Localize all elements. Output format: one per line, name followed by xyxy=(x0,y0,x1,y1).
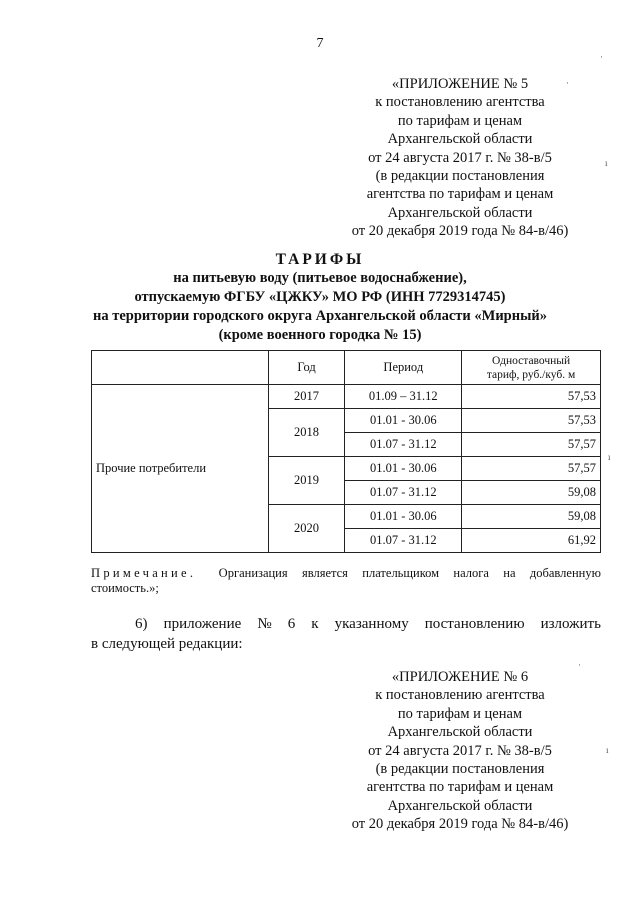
header-consumer xyxy=(92,351,269,385)
appendix-6-line: от 20 декабря 2019 года № 84-в/46) xyxy=(351,816,569,833)
note-line-2: стоимость.»; xyxy=(91,581,159,595)
appendix-5-line: от 24 августа 2017 г. № 38-в/5 xyxy=(368,149,552,166)
title-line: (кроме военного городка № 15) xyxy=(218,327,422,343)
appendix-6-line: по тарифам и ценам xyxy=(397,705,523,722)
paragraph-word: 6 xyxy=(287,616,296,632)
period-cell: 01.07 - 31.12 xyxy=(345,529,462,553)
period-cell: 01.01 - 30.06 xyxy=(345,409,462,433)
title-line: на питьевую воду (питьевое водоснабжение), xyxy=(173,270,467,286)
scan-speck: · xyxy=(600,52,603,62)
appendix-5-line: агентства по тарифам и ценам xyxy=(366,186,554,203)
paragraph-word: указанному xyxy=(334,616,409,632)
period-cell: 01.07 - 31.12 xyxy=(345,433,462,457)
tariff-cell: 57,53 xyxy=(462,409,601,433)
tariffs-table xyxy=(91,350,601,553)
appendix-5-line: к постановлению агентства xyxy=(375,94,545,111)
tariff-cell: 59,08 xyxy=(462,505,601,529)
tariff-cell: 57,57 xyxy=(462,433,601,457)
note-word: является xyxy=(301,566,348,580)
consumer-cell: Прочие потребители xyxy=(92,385,269,553)
appendix-6-line: «ПРИЛОЖЕНИЕ № 6 xyxy=(391,669,529,685)
tariff-cell: 57,53 xyxy=(462,385,601,409)
tariffs-heading: ТАРИФЫ xyxy=(275,251,365,268)
period-cell: 01.09 – 31.12 xyxy=(345,385,462,409)
appendix-5-line: «ПРИЛОЖЕНИЕ № 5 xyxy=(391,76,529,92)
note-word: на xyxy=(503,566,516,580)
paragraph-word: постановлению xyxy=(424,616,525,632)
year-cell: 2018 xyxy=(268,409,345,457)
paragraph-word: № xyxy=(257,616,272,632)
paragraph-line-1 xyxy=(91,614,601,634)
appendix-6-header xyxy=(330,668,590,834)
appendix-5-line: Архангельской области xyxy=(387,131,533,148)
year-cell: 2019 xyxy=(268,457,345,505)
table-row xyxy=(92,385,601,409)
appendix-6-line: Архангельской области xyxy=(387,797,533,814)
paragraph-word: приложение xyxy=(163,616,242,632)
amendment-paragraph xyxy=(91,614,601,654)
appendix-5-line: (в редакции постановления xyxy=(375,168,545,185)
appendix-6-line: к постановлению агентства xyxy=(375,687,545,704)
paragraph-line-2: в следующей редакции: xyxy=(91,636,243,652)
note-word: добавленную xyxy=(529,566,601,580)
header-tariff-line1: Одноставочный xyxy=(491,354,571,367)
tariff-cell: 61,92 xyxy=(462,529,601,553)
tariff-cell: 57,57 xyxy=(462,457,601,481)
table-note xyxy=(91,566,601,596)
note-line-1 xyxy=(91,566,601,581)
tariff-cell: 59,08 xyxy=(462,481,601,505)
page-number: 7 xyxy=(316,36,324,51)
paragraph-word: к xyxy=(311,616,319,632)
appendix-6-line: агентства по тарифам и ценам xyxy=(366,779,554,796)
scan-speck: ı xyxy=(605,158,608,168)
paragraph-word: 6) xyxy=(135,616,148,632)
appendix-5-line: от 20 декабря 2019 года № 84-в/46) xyxy=(351,223,569,240)
scan-speck: ı xyxy=(606,745,609,755)
note-word: плательщиком xyxy=(362,566,440,580)
period-cell: 01.01 - 30.06 xyxy=(345,505,462,529)
appendix-5-header xyxy=(330,75,590,241)
title-line: отпускаемую ФГБУ «ЦЖКУ» МО РФ (ИНН 7729314745) xyxy=(134,289,506,305)
title-line: на территории городского округа Архангельской области «Мирный» xyxy=(92,308,548,324)
header-tariff-line2: тариф, руб./куб. м xyxy=(486,368,576,381)
table-header-row xyxy=(92,351,601,385)
paragraph-word: изложить xyxy=(540,616,601,632)
header-tariff xyxy=(462,351,601,385)
note-label: Примечание. xyxy=(91,566,197,580)
scan-speck: · xyxy=(566,78,569,88)
period-cell: 01.07 - 31.12 xyxy=(345,481,462,505)
appendix-6-line: (в редакции постановления xyxy=(375,761,545,778)
appendix-5-line: по тарифам и ценам xyxy=(397,112,523,129)
appendix-6-line: Архангельской области xyxy=(387,724,533,741)
appendix-6-line: от 24 августа 2017 г. № 38-в/5 xyxy=(368,742,552,759)
header-period: Период xyxy=(345,351,462,385)
year-cell: 2017 xyxy=(268,385,345,409)
appendix-5-line: Архангельской области xyxy=(387,204,533,221)
note-word: налога xyxy=(453,566,489,580)
tariffs-title xyxy=(70,250,570,345)
scan-speck: ı xyxy=(608,452,611,462)
header-year: Год xyxy=(268,351,345,385)
note-word: Организация xyxy=(218,566,288,580)
scan-speck: · xyxy=(578,660,581,670)
period-cell: 01.01 - 30.06 xyxy=(345,457,462,481)
year-cell: 2020 xyxy=(268,505,345,553)
